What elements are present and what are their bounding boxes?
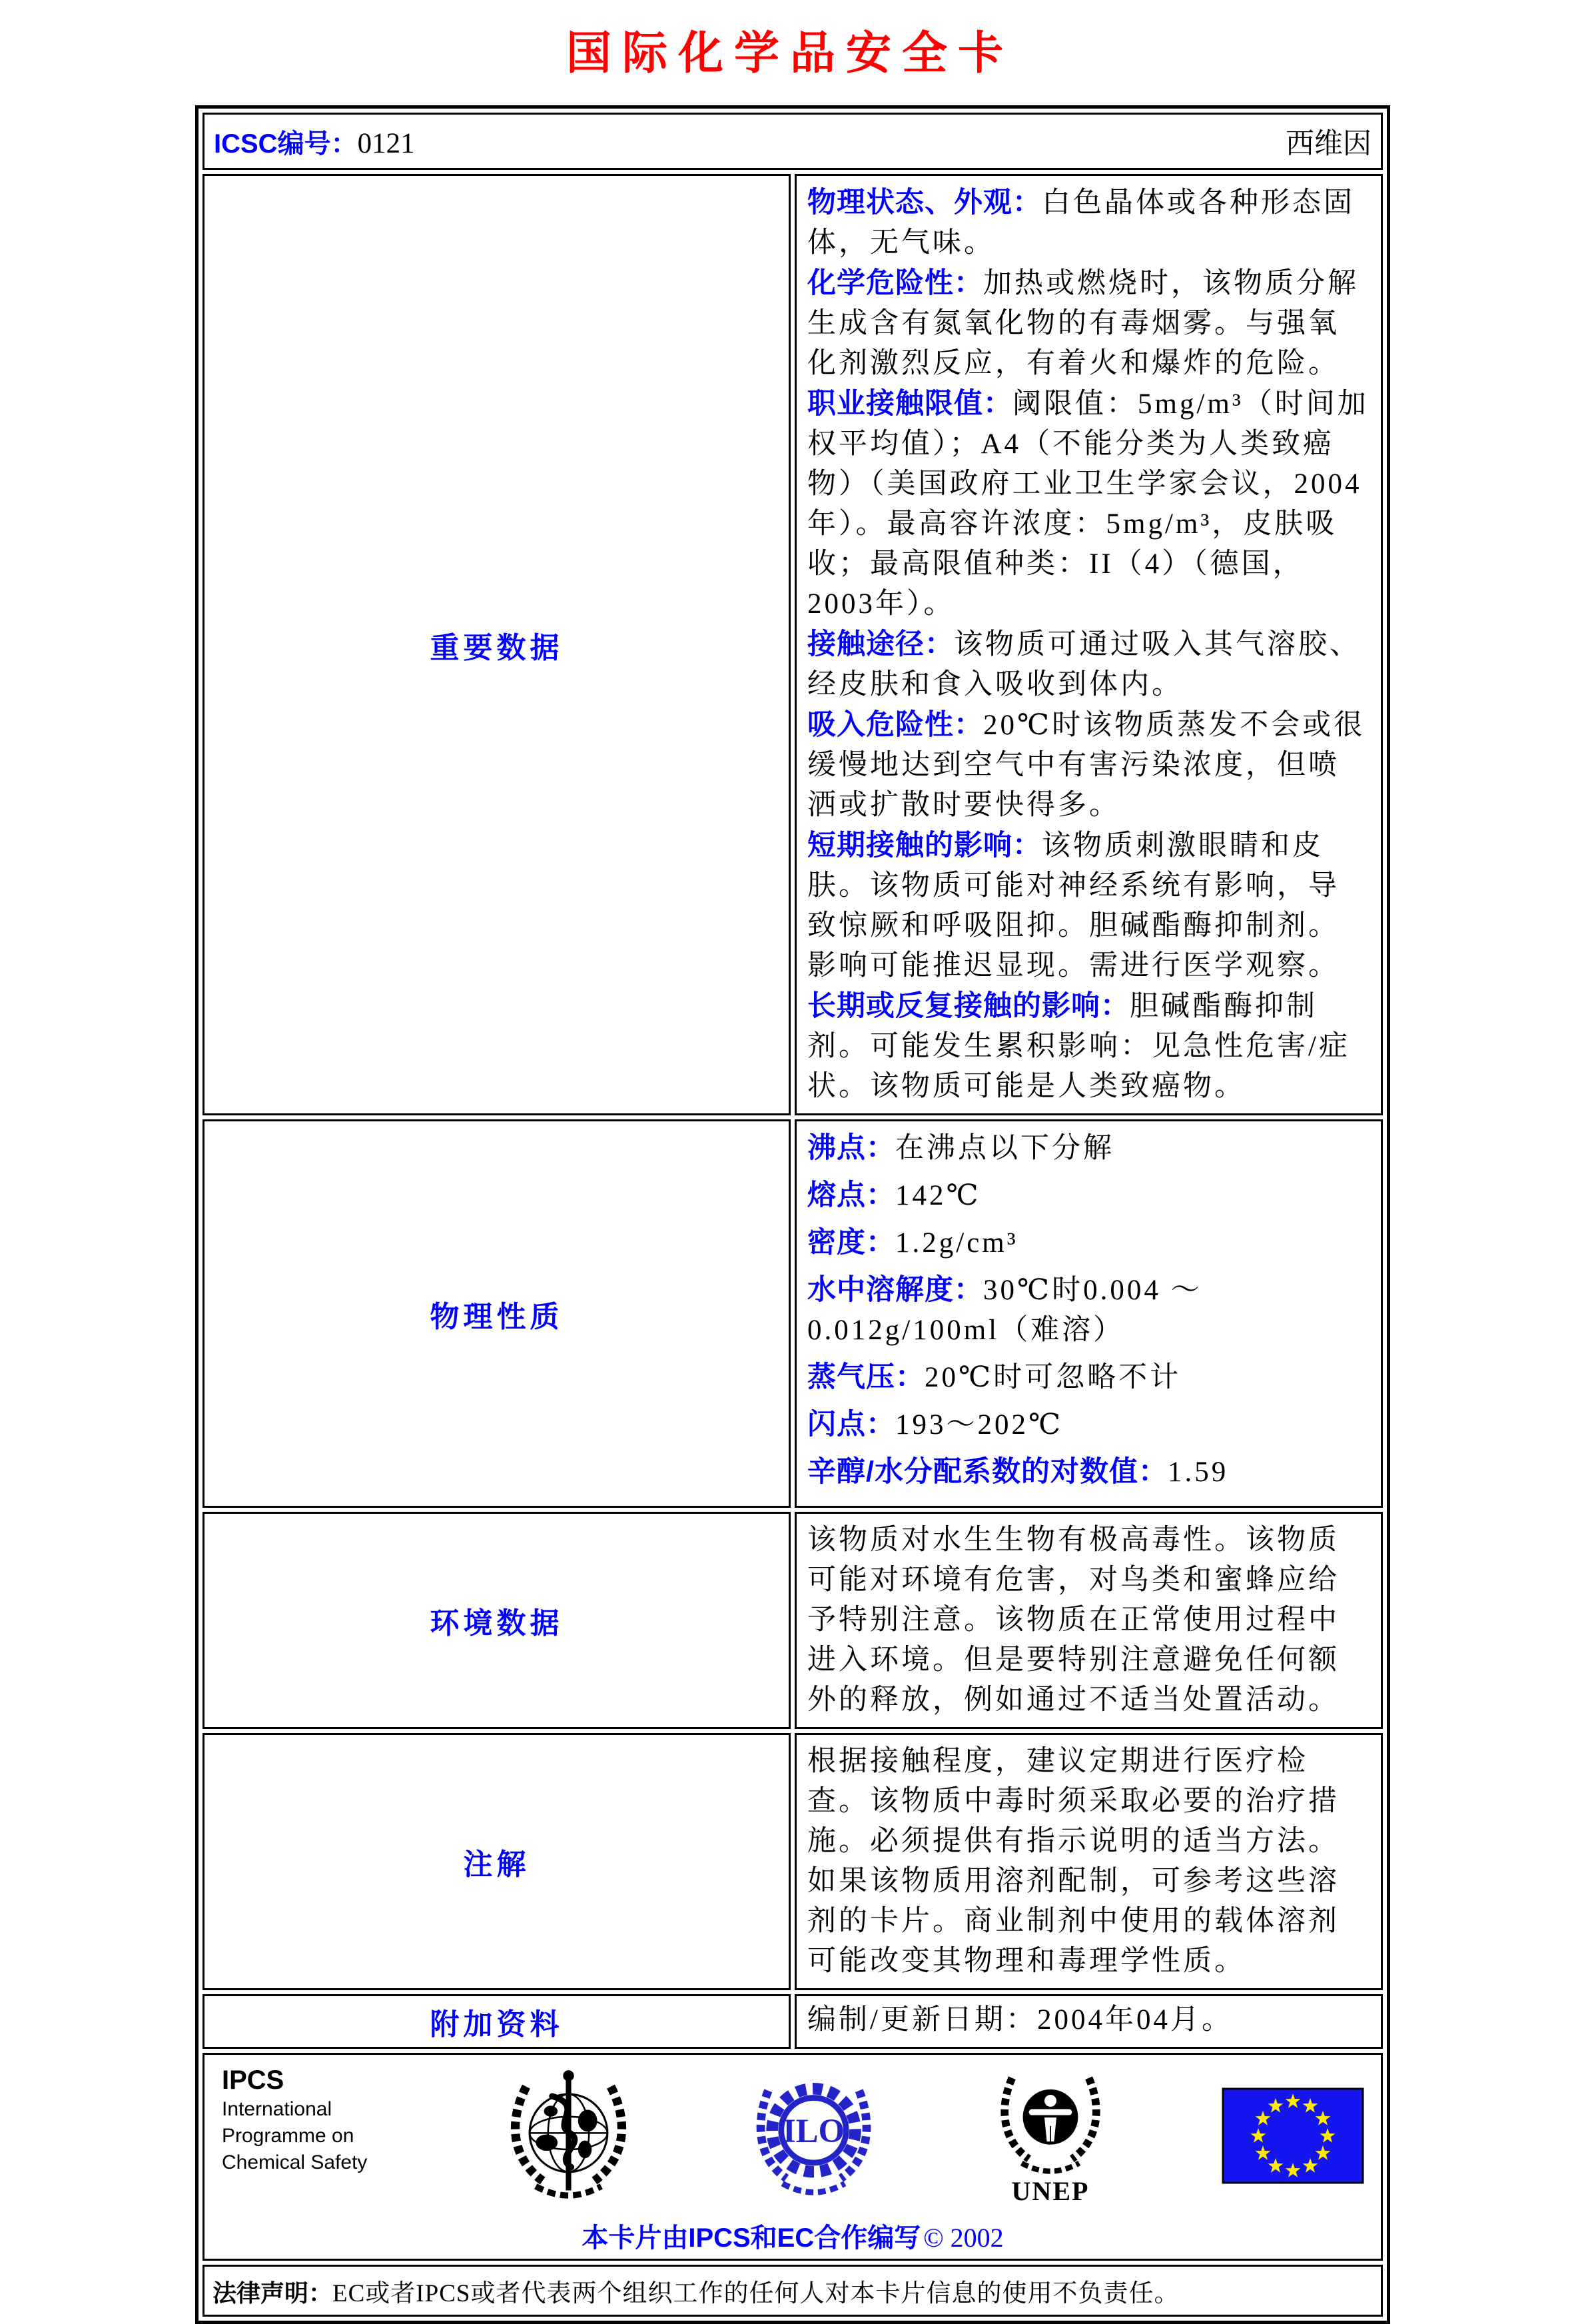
important-data-content [795, 174, 1383, 1115]
section-notes [202, 1733, 1383, 1990]
legal-row [202, 2265, 1383, 2317]
logos-row [202, 2053, 1383, 2261]
icsc-number-field [214, 123, 415, 161]
chemical-name: 西维因 [1286, 128, 1372, 160]
icsc-number-value: 0121 [357, 127, 415, 159]
section-label-additional-info: 附加资料 [202, 1994, 791, 2049]
environmental-data-text: 该物质对水生生物有极高毒性。该物质可能对环境有危害，对鸟类和蜜蜂应给予特别注意。该物质在正常使用过程中进入环境。但是要特别注意避免任何额外的释放，例如通过不适当处置活动。 [807, 1524, 1340, 1716]
additional-info-content [795, 1994, 1383, 2049]
who-logo-icon [500, 2066, 637, 2206]
section-environmental-data [202, 1512, 1383, 1729]
unep-caption: UNEP [1011, 2176, 1090, 2206]
field-physical-state-appearance: 物理状态、外观：白色晶体或各种形态固体，无气味。 [807, 187, 1355, 259]
section-important-data [202, 174, 1383, 1115]
legal-statement-label: 法律声明： [212, 2279, 333, 2307]
credit-text: 本卡片由IPCS和EC合作编写 [582, 2223, 921, 2253]
unep-logo-icon [990, 2065, 1110, 2178]
field-vapor-pressure: 蒸气压：20℃时可忽略不计 [807, 1361, 1182, 1393]
field-occupational-exposure-limits: 职业接触限值：阈限值：5mg/m³（时间加权平均值）；A4（不能分类为人类致癌物）（美国政府工业卫生学家会议，2004年）。最高容许浓度：5mg/m³，皮肤吸收；最高限值种类：II（4）（德国，2003年）。 [807, 388, 1369, 620]
credit-line [222, 2217, 1364, 2255]
unep-logo-block [990, 2065, 1110, 2207]
legal-statement [202, 2265, 1383, 2317]
icsc-card-table [195, 105, 1390, 2324]
field-melting-point: 熔点：142℃ [807, 1179, 981, 1211]
ipcs-text-block [222, 2064, 388, 2176]
section-label-notes: 注解 [202, 1733, 791, 1990]
notes-content [795, 1733, 1383, 1990]
physical-properties-content [795, 1119, 1383, 1508]
environmental-data-content [795, 1512, 1383, 1729]
eu-flag-icon [1222, 2088, 1364, 2183]
legal-statement-text: EC或者IPCS或者代表两个组织工作的任何人对本卡片信息的使用不负责任。 [332, 2280, 1180, 2307]
field-long-term-effects: 长期或反复接触的影响：胆碱酯酶抑制剂。可能发生累积影响：见急性危害/症状。该物质可能是人类致癌物。 [807, 990, 1350, 1102]
ipcs-subtitle-line: International [222, 2098, 332, 2120]
field-chemical-hazard: 化学危险性：加热或燃烧时，该物质分解生成含有氮氧化物的有毒烟雾。与强氧化剂激烈反应，有着火和爆炸的危险。 [807, 267, 1359, 379]
field-octanol-water-partition: 辛醇/水分配系数的对数值：1.59 [807, 1456, 1229, 1488]
copyright-text: © 2002 [923, 2223, 1004, 2253]
additional-info-text: 编制/更新日期：2004年04月。 [807, 2004, 1233, 2035]
section-physical-properties [202, 1119, 1383, 1508]
section-label-physical-properties: 物理性质 [202, 1119, 791, 1508]
ilo-logo-icon [749, 2066, 879, 2206]
ipcs-title: IPCS [222, 2065, 284, 2095]
field-exposure-routes: 接触途径：该物质可通过吸入其气溶胶、经皮肤和食入吸收到体内。 [807, 628, 1361, 700]
section-label-important-data: 重要数据 [202, 174, 791, 1115]
ilo-letters: ILO [783, 2111, 845, 2149]
notes-text: 根据接触程度，建议定期进行医疗检查。该物质中毒时须采取必要的治疗措施。必须提供有指示说明的适当方法。如果该物质用溶剂配制，可参考这些溶剂的卡片。商业制剂中使用的载体溶剂可能改变其物理和毒理学性质。 [807, 1746, 1340, 1977]
field-density: 密度：1.2g/cm³ [807, 1227, 1018, 1259]
icsc-number-label: ICSC编号： [214, 129, 358, 159]
section-additional-info [202, 1994, 1383, 2049]
section-label-environmental-data: 环境数据 [202, 1512, 791, 1729]
field-short-term-effects: 短期接触的影响：该物质刺激眼睛和皮肤。该物质可能对神经系统有影响，导致惊厥和呼吸阻抑。胆碱酯酶抑制剂。影响可能推迟显现。需进行医学观察。 [807, 830, 1340, 981]
field-inhalation-risk: 吸入危险性：20℃时该物质蒸发不会或很缓慢地达到空气中有害污染浓度，但喷洒或扩散时要快得多。 [807, 709, 1366, 821]
ipcs-subtitle-line: Chemical Safety [222, 2151, 368, 2173]
header-row [202, 113, 1383, 170]
ipcs-subtitle-line: Programme on [222, 2125, 354, 2147]
field-water-solubility: 水中溶解度：30℃时0.004 ～ 0.012g/100ml（难溶） [807, 1274, 1202, 1346]
field-boiling-point: 沸点：在沸点以下分解 [807, 1132, 1114, 1164]
field-flash-point: 闪点：193～202℃ [807, 1409, 1064, 1441]
page-title: 国际化学品安全卡 [566, 28, 1014, 79]
